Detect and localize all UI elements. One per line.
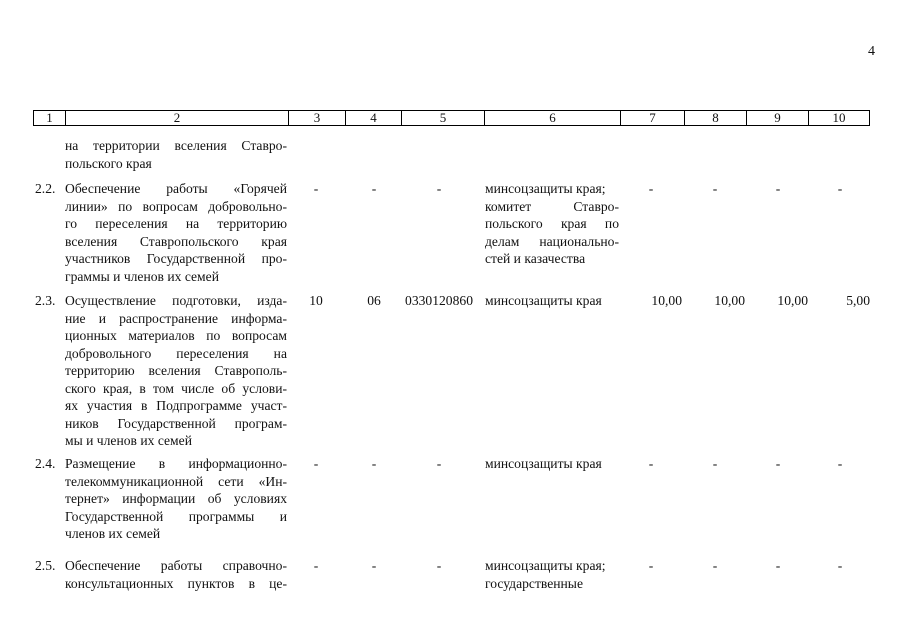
row-description-line: Осуществление подготовки, изда- [65,293,287,308]
row-col5: - [436,456,442,471]
row-description [65,180,287,285]
row-description [65,455,287,543]
row-executor-line: минсоцзащиты края [485,293,602,308]
row-executor [485,180,619,268]
row-executor-line: польского края по [485,216,619,231]
row-col4: - [371,456,377,471]
header-cell-5: 5 [401,111,484,125]
row-number: 2.2. [35,181,56,196]
row-col9: - [775,181,781,196]
row-description [65,292,287,450]
row-number: 2.5. [35,558,56,573]
header-cell-10: 10 [808,111,869,125]
row-col9: 10,00 [777,293,808,308]
row-description-line: консультационных пунктов в це- [65,575,287,591]
row-description-line: Размещение в информационно- [65,456,287,471]
row-description-line: ников Государственной програм- [65,415,287,431]
row-executor-line: минсоцзащиты края; [485,558,606,573]
row-description-line: Обеспечение работы справочно- [65,558,287,573]
row-col4: - [371,181,377,196]
row-col10: 5,00 [846,293,870,308]
row-executor-line: минсоцзащиты края [485,456,602,471]
row-description-line: ционных материалов по вопросам [65,328,287,343]
header-cell-7: 7 [620,111,684,125]
row-executor [485,292,619,310]
row-col9: - [775,558,781,573]
row-col7: - [648,181,654,196]
row-description-line: Государственной программы и [65,508,287,524]
row-number: 2.4. [35,456,56,471]
header-cell-2: 2 [65,111,288,125]
row-col4: 06 [367,293,381,308]
row-col3: 10 [309,293,323,308]
header-cell-6: 6 [484,111,620,125]
row-description-line: граммы и членов их семей [65,268,219,284]
row-col3: - [313,181,319,196]
row-executor-line: комитет Ставро- [485,198,619,214]
row-col8: - [712,456,718,471]
row-col10: - [837,456,843,471]
row-description [65,557,287,592]
row-description-line: вселения Ставропольского края [65,233,287,249]
row-description-line: телекоммуникационной сети «Ин- [65,473,287,489]
row-description-line: на территории вселения Ставро- [65,138,287,153]
row-description-line: линии» по вопросам добровольно- [65,198,287,214]
row-description-line: го переселения на территорию [65,216,287,231]
row-description-line: польского края [65,155,152,171]
row-col8: - [712,181,718,196]
header-cell-4: 4 [345,111,401,125]
row-executor-line: минсоцзащиты края; [485,181,606,196]
row-number: 2.3. [35,293,56,308]
row-executor-line: государственные [485,575,583,591]
row-col8: 10,00 [714,293,745,308]
row-col8: - [712,558,718,573]
header-cell-3: 3 [288,111,345,125]
row-description-line: ях участия в Подпрограмме участ- [65,398,287,413]
row-col5: - [436,558,442,573]
row-description [65,137,287,172]
row-col9: - [775,456,781,471]
row-col7: - [648,558,654,573]
row-col5: 0330120860 [405,293,473,308]
row-description-line: мы и членов их семей [65,433,192,448]
header-cell-1: 1 [46,110,53,125]
page-number: 4 [868,44,875,59]
row-executor [485,455,619,473]
row-col10: - [837,558,843,573]
row-description-line: территорию вселения Ставрополь- [65,363,287,378]
row-executor-line: делам национально- [485,233,619,249]
header-cell-8: 8 [684,111,746,125]
row-col3: - [313,558,319,573]
row-executor [485,557,619,592]
row-col4: - [371,558,377,573]
row-description-line: членов их семей [65,526,161,541]
row-col7: 10,00 [651,293,682,308]
row-col3: - [313,456,319,471]
row-description-line: Обеспечение работы «Горячей [65,181,287,196]
row-col5: - [436,181,442,196]
row-description-line: тернет» информации об условиях [65,491,287,506]
row-description-line: участников Государственной про- [65,251,287,266]
header-cell-9: 9 [746,111,808,125]
row-executor-line: стей и казачества [485,251,586,266]
row-description-line: ского края, в том числе об услови- [65,380,287,396]
row-col10: - [837,181,843,196]
row-col7: - [648,456,654,471]
row-description-line: ние и распространение информа- [65,310,287,326]
row-description-line: добровольного переселения на [65,345,287,361]
